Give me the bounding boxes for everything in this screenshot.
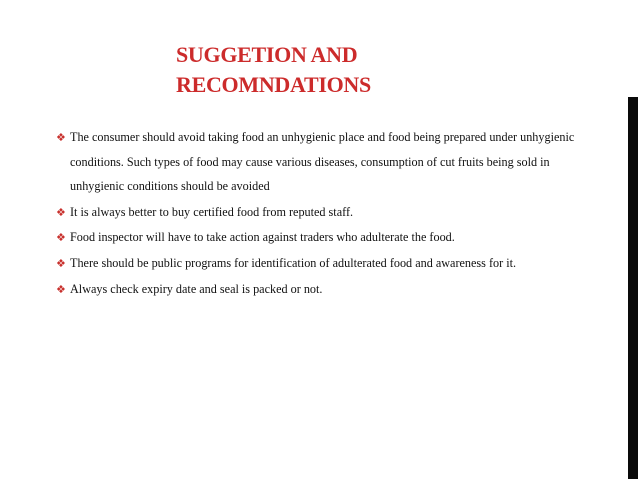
four-diamond-bullet-icon: ❖ [56, 205, 66, 219]
bullet-item [56, 225, 596, 250]
edge-bar-top [628, 0, 638, 97]
bullet-text: Always check expiry date and seal is packed or not. [70, 281, 323, 296]
bullet-item [56, 277, 596, 302]
four-diamond-bullet-icon: ❖ [56, 256, 66, 270]
slide-title-line-1: SUGGETION AND [176, 42, 358, 67]
bullet-text: Food inspector will have to take action against traders who adulterate the food. [70, 230, 455, 245]
bullet-item [56, 200, 596, 225]
bullet-item [56, 251, 596, 276]
four-diamond-bullet-icon: ❖ [56, 231, 66, 245]
bullet-text: There should be public programs for identification of adulterated food and awareness for it. [70, 255, 517, 270]
bullet-item [56, 125, 596, 199]
slide-title-line-2: RECOMNDATIONS [176, 72, 371, 97]
bullet-list [56, 125, 596, 301]
bullet-text: It is always better to buy certified food from reputed staff. [70, 204, 354, 219]
slide-title [176, 40, 476, 100]
edge-bar-accent [628, 97, 638, 479]
four-diamond-bullet-icon: ❖ [56, 282, 66, 296]
four-diamond-bullet-icon: ❖ [56, 131, 66, 144]
bullet-text: The consumer should avoid taking food an unhygienic place and food being prepared under unhygienic conditions. Such types of food may cause various diseases, consumption of cut fruits being sold in unhygienic conditions should be avoided [70, 130, 575, 193]
